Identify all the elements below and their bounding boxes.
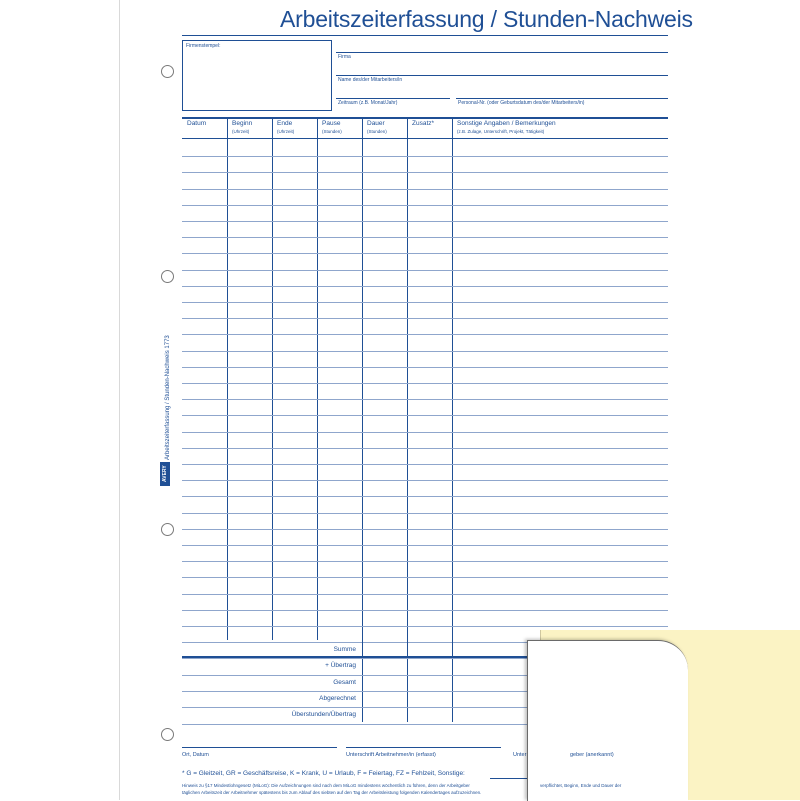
table-row[interactable] xyxy=(182,594,668,595)
table-row[interactable] xyxy=(182,496,668,497)
company-field[interactable] xyxy=(336,52,668,53)
table-row[interactable] xyxy=(182,172,668,173)
column-header-beginn: Beginn xyxy=(232,120,253,127)
column-header-zusatz: Zusatz* xyxy=(412,120,435,127)
table-row[interactable] xyxy=(182,253,668,254)
column-header-pause: Pause xyxy=(322,120,341,127)
legend-text: * G = Gleitzeit, GR = Geschäftsreise, K = Krank, U = Urlaub, F = Feiertag, FZ = Fehlzeit, Sonstige: xyxy=(182,770,465,777)
table-row[interactable] xyxy=(182,205,668,206)
employee-signature-field[interactable] xyxy=(346,747,501,748)
page-curl xyxy=(527,640,688,801)
milog-note-line2: täglichen Arbeitszeit der Arbeitnehmer spätestens bis zum Ablauf des siebten auf den Tag der Arbeitsleistung folgenden Kalendertages aufzuzeichnen. xyxy=(182,790,482,795)
table-row[interactable] xyxy=(182,156,668,157)
employer-signature-label-end: geber (anerkannt) xyxy=(570,752,614,758)
milog-note-line1-end: verpflichtet, Beginn, Ende und Dauer der xyxy=(540,783,622,788)
summary-column-divider xyxy=(407,640,408,722)
punch-hole-icon xyxy=(161,65,174,78)
table-row[interactable] xyxy=(182,189,668,190)
column-subheader-bemerkungen: (z.B. Zulage, Unterschrift, Projekt, Tätigkeit) xyxy=(457,129,545,134)
table-row[interactable] xyxy=(182,367,668,368)
stamp-label: Firmenstempel: xyxy=(186,43,221,49)
column-header-datum: Datum xyxy=(187,120,207,127)
table-row[interactable] xyxy=(182,415,668,416)
table-row[interactable] xyxy=(182,464,668,465)
column-header-bemerkungen: Sonstige Angaben / Bemerkungen xyxy=(457,120,556,127)
table-top-rule xyxy=(182,117,668,119)
period-field[interactable] xyxy=(336,98,450,99)
column-header-ende: Ende xyxy=(277,120,293,127)
period-label: Zeitraum (z.B. Monat/Jahr) xyxy=(338,100,398,106)
table-row[interactable] xyxy=(182,334,668,335)
column-subheader-pause: (Stunden) xyxy=(322,129,342,134)
column-subheader-ende: (Uhrzeit) xyxy=(277,129,295,134)
table-row[interactable] xyxy=(182,221,668,222)
table-row[interactable] xyxy=(182,286,668,287)
time-table xyxy=(182,117,668,640)
table-row[interactable] xyxy=(182,561,668,562)
table-row[interactable] xyxy=(182,610,668,611)
personnel-number-field[interactable] xyxy=(456,98,668,99)
punch-hole-icon xyxy=(161,728,174,741)
milog-note-line1: Hinweis zu §17 Mindestlohngesetz (MiLoG): Die Aufzeichnungen sind nach dem MiLoG mindestens wöchentlich zu führen, denn der Arbeitgeber xyxy=(182,783,470,788)
table-row[interactable] xyxy=(182,432,668,433)
punch-hole-icon xyxy=(161,523,174,536)
company-stamp-box[interactable] xyxy=(182,40,332,111)
summary-label: + Übertrag xyxy=(325,662,356,669)
side-product-label: Arbeitszeiterfassung / Stunden-Nachweis 1773 xyxy=(165,335,171,460)
employer-signature-label-start: Unter xyxy=(513,752,527,758)
table-row[interactable] xyxy=(182,545,668,546)
table-row[interactable] xyxy=(182,626,668,627)
avery-logo: AVERY xyxy=(160,462,170,486)
table-row[interactable] xyxy=(182,577,668,578)
employee-name-field[interactable] xyxy=(336,75,668,76)
punch-hole-icon xyxy=(161,270,174,283)
column-header-dauer: Dauer xyxy=(367,120,385,127)
employee-name-label: Name des/der Mitarbeiters/in xyxy=(338,77,403,83)
table-row[interactable] xyxy=(182,237,668,238)
company-label: Firma xyxy=(338,54,351,60)
summary-column-divider xyxy=(362,640,363,722)
employee-signature-label: Unterschrift Arbeitnehmer/in (erfasst) xyxy=(346,752,436,758)
table-row[interactable] xyxy=(182,383,668,384)
table-row[interactable] xyxy=(182,480,668,481)
table-row[interactable] xyxy=(182,448,668,449)
table-row[interactable] xyxy=(182,351,668,352)
header-bottom-rule xyxy=(182,138,668,139)
summary-label: Gesamt xyxy=(333,679,356,686)
column-subheader-beginn: (Uhrzeit) xyxy=(232,129,250,134)
place-date-field[interactable] xyxy=(182,747,337,748)
summary-label: Abgerechnet xyxy=(319,695,356,702)
place-date-label: Ort, Datum xyxy=(182,752,209,758)
form-title: Arbeitszeiterfassung / Stunden-Nachweis xyxy=(280,6,693,32)
table-row[interactable] xyxy=(182,270,668,271)
title-rule xyxy=(182,35,668,36)
summary-label: Überstunden/Übertrag xyxy=(291,711,356,718)
table-row[interactable] xyxy=(182,302,668,303)
summary-column-divider xyxy=(452,640,453,722)
table-row[interactable] xyxy=(182,529,668,530)
summary-label: Summe xyxy=(333,646,356,653)
other-field[interactable] xyxy=(490,778,530,779)
table-row[interactable] xyxy=(182,513,668,514)
column-subheader-dauer: (Stunden) xyxy=(367,129,387,134)
personnel-number-label: Personal-Nr. (oder Geburtsdatum des/der Mitarbeiters/in) xyxy=(458,100,585,106)
table-row[interactable] xyxy=(182,318,668,319)
table-row[interactable] xyxy=(182,399,668,400)
